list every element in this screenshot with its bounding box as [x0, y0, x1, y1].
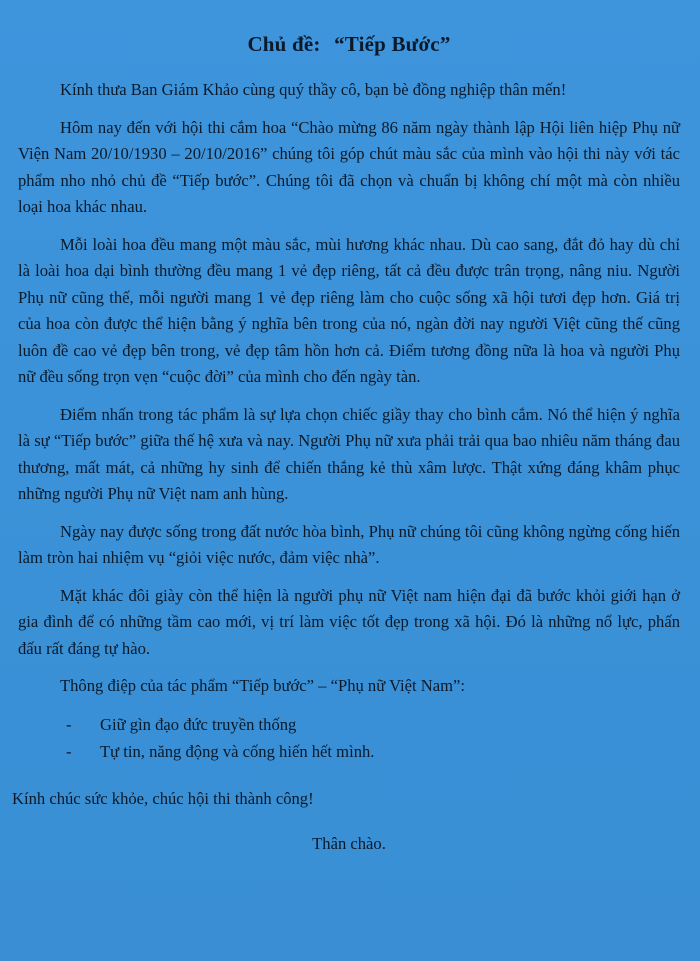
title-label: Chủ đề:: [247, 32, 321, 56]
signoff: Thân chào.: [312, 833, 386, 853]
list-item-text: Giữ gìn đạo đức truyền thống: [100, 714, 297, 734]
closing-wish: Kính chúc sức khỏe, chúc hội thi thành công!: [12, 788, 314, 808]
dash-bullet: -: [66, 714, 72, 734]
paragraph-today: Ngày nay được sống trong đất nước hòa bình, Phụ nữ chúng tôi cũng không ngừng cống hiến làm tròn hai nhiệm vụ “giỏi việc nước, đảm việc nhà”.: [18, 521, 680, 567]
paragraph-message: Thông điệp của tác phẩm “Tiếp bước” – “Phụ nữ Việt Nam”:: [60, 676, 466, 695]
paragraph-modern: Mặt khác đôi giày còn thể hiện là người phụ nữ Việt nam hiện đại đã bước khỏi giới hạn ở gia đình để có những tầm cao mới, vị trí làm việc tốt đẹp trong xã hội. Đó là những nổ lực, phấn đấu rất đáng tự hào.: [18, 585, 680, 658]
greeting-line: Kính thưa Ban Giám Khảo cùng quý thầy cô, bạn bè đồng nghiệp thân mến!: [60, 80, 567, 99]
list-item-text: Tự tin, năng động và cống hiến hết mình.: [100, 741, 375, 761]
list-item: [18, 738, 680, 765]
paragraph-flowers: Mỗi loài hoa đều mang một màu sắc, mùi hương khác nhau. Dù cao sang, đắt đỏ hay dù chỉ là loài hoa dại bình thường đều mang 1 vẻ đẹp riêng, tất cả đều được trân trọng, nâng niu. Người Phụ nữ cũng thế, mỗi người mang 1 vẻ đẹp riêng làm cho cuộc sống xã hội tươi đẹp hơn. Giá trị của hoa còn được thể hiện bằng ý nghĩa bên trong của nó, ngàn đời nay người Việt cũng thế cũng luôn đề cao vẻ đẹp bên trong, vẻ đẹp tâm hồn hơn cả. Điểm tương đồng nữa là hoa và người Phụ nữ đều sống trọn vẹn “cuộc đời” của mình cho đến ngày tàn.: [18, 234, 680, 386]
message-list: [18, 711, 680, 765]
document-title: [18, 32, 680, 57]
list-item: [18, 711, 680, 738]
paragraph-shoe: Điểm nhấn trong tác phẩm là sự lựa chọn chiếc giầy thay cho bình cắm. Nó thể hiện ý nghĩa là sự “Tiếp bước” giữa thế hệ xưa và nay. Người Phụ nữ xưa phải trải qua bao nhiêu năm tháng đau thương, mất mát, cả những hy sinh để chiến thắng kẻ thù xâm lược. Thật xứng đáng khâm phục những người Phụ nữ Việt nam anh hùng.: [18, 404, 680, 503]
dash-bullet: -: [66, 741, 72, 761]
paragraph-intro: Hôm nay đến với hội thi cắm hoa “Chào mừng 86 năm ngày thành lập Hội liên hiệp Phụ nữ Viện Nam 20/10/1930 – 20/10/2016” chúng tôi góp chút màu sắc của mình vào hội thi này với tác phẩm nho nhỏ chủ đề “Tiếp bước”. Chúng tôi đã chọn và chuẩn bị không chí một mà còn nhiều loại hoa khác nhau.: [18, 117, 680, 216]
title-topic: “Tiếp Bước”: [334, 32, 451, 56]
